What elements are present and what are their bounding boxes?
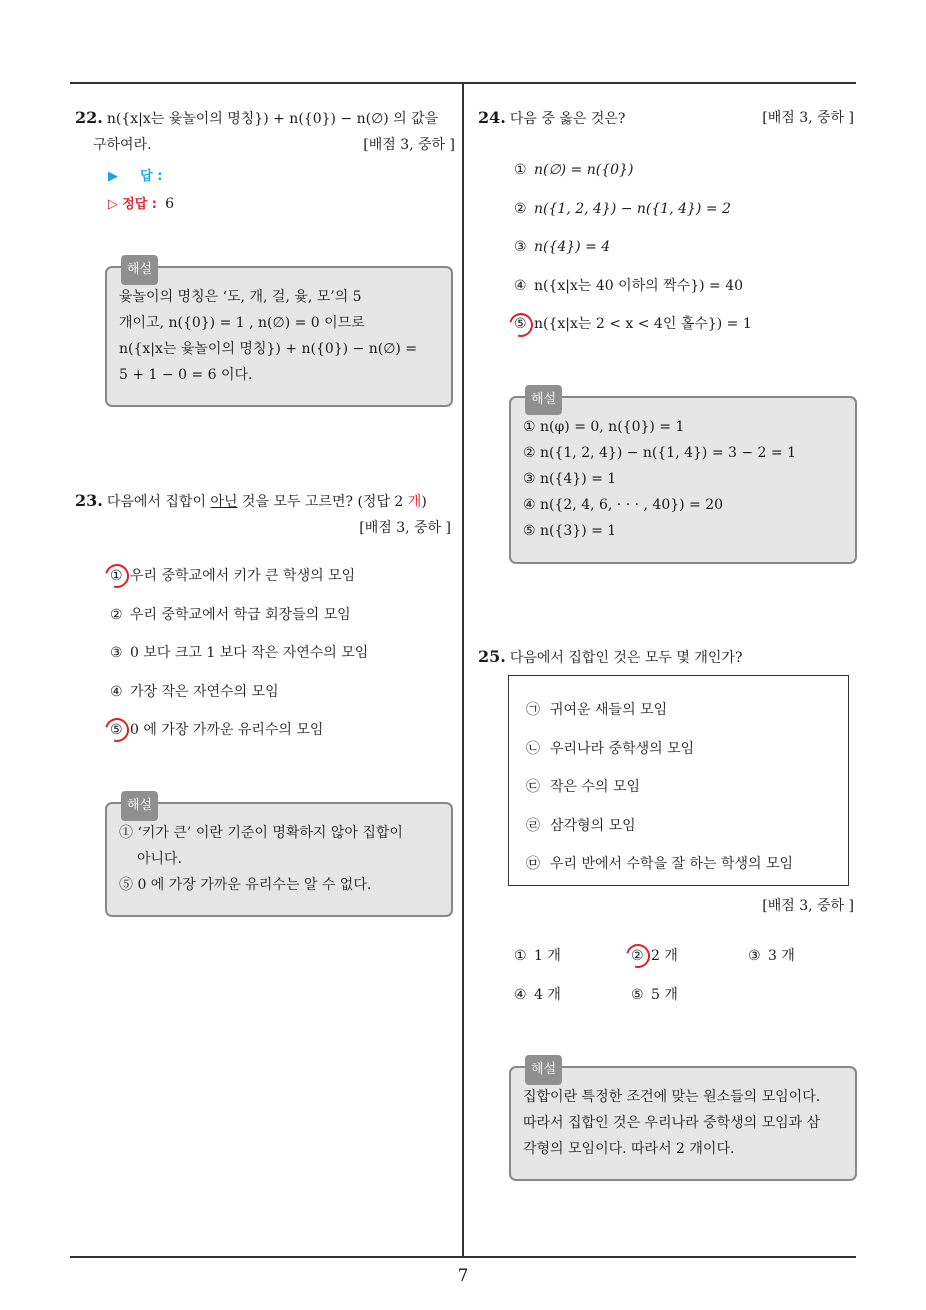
option-number: ② bbox=[631, 948, 644, 964]
question-text-suffix: 것을 모두 고르면? (정답 2 bbox=[237, 494, 408, 510]
answer-label: 답 : bbox=[140, 169, 163, 184]
option-number: ① bbox=[514, 948, 527, 964]
option-5[interactable] bbox=[631, 984, 678, 1004]
question-text-cont: 구하여라. bbox=[93, 137, 152, 153]
solution-tag: 해설 bbox=[525, 1055, 562, 1085]
correct-answer-line bbox=[108, 193, 174, 212]
list-item bbox=[526, 774, 793, 813]
question-text: 다음에서 집합인 것은 모두 몇 개인가? bbox=[509, 650, 743, 666]
list-item-number: ㉢ bbox=[526, 779, 540, 795]
option-number: ② bbox=[110, 606, 123, 623]
option-number: ④ bbox=[514, 987, 527, 1003]
option-1[interactable] bbox=[514, 157, 752, 196]
score-row bbox=[478, 893, 854, 919]
option-number: ⑤ bbox=[631, 987, 644, 1003]
answer-marker: ▶ bbox=[108, 169, 118, 184]
solution-line: ① n(φ) = 0, n({0}) = 1 bbox=[523, 419, 685, 435]
question-number: 23. bbox=[75, 491, 103, 510]
option-number: ⑤ bbox=[514, 316, 527, 332]
option-number: ⑤ bbox=[110, 722, 123, 738]
solution-line: 윷놀이의 명칭은 ‘도, 개, 걸, 윷, 모’의 5 bbox=[119, 289, 362, 305]
list-item bbox=[526, 851, 793, 890]
question-23 bbox=[75, 488, 455, 541]
option-number: ④ bbox=[514, 277, 527, 294]
underlined-word: 아닌 bbox=[210, 494, 238, 510]
list-item-text: 삼각형의 모임 bbox=[550, 817, 636, 834]
option-4[interactable] bbox=[514, 984, 561, 1004]
option-text: n({1, 2, 4}) − n({1, 4}) = 2 bbox=[534, 200, 731, 217]
question-number: 24. bbox=[478, 108, 506, 127]
question-text: n({x|x는 윷놀이의 명칭}) + n({0}) − n(∅) 의 값을 bbox=[106, 111, 439, 127]
solution-box-22 bbox=[105, 262, 453, 407]
question-text: 다음 중 옳은 것은? bbox=[509, 111, 626, 127]
score-label: [배점 3, 중하 ] bbox=[359, 520, 451, 536]
solution-line: ⑤ 0 에 가장 가까운 유리수는 알 수 없다. bbox=[119, 877, 372, 893]
score-label: [배점 3, 중하 ] bbox=[762, 110, 854, 126]
list-item-text: 귀여운 새들의 모임 bbox=[550, 702, 668, 718]
solution-line: 5 + 1 − 0 = 6 이다. bbox=[119, 367, 253, 383]
option-text: n({x|x는 40 이하의 짝수}) = 40 bbox=[534, 277, 744, 294]
option-4[interactable] bbox=[110, 679, 368, 718]
options-24 bbox=[514, 157, 752, 350]
list-item-number: ㉤ bbox=[526, 856, 540, 872]
option-5[interactable] bbox=[110, 717, 368, 756]
list-item-text: 우리나라 중학생의 모임 bbox=[550, 740, 695, 757]
solution-line: ② n({1, 2, 4}) − n({1, 4}) = 3 − 2 = 1 bbox=[523, 445, 796, 461]
list-item bbox=[526, 736, 793, 775]
option-text: 5 개 bbox=[651, 987, 678, 1003]
solution-line: 각형의 모임이다. 따라서 2 개이다. bbox=[523, 1141, 735, 1157]
solution-line: ③ n({4}) = 1 bbox=[523, 471, 617, 487]
list-item bbox=[526, 697, 793, 736]
option-text: 우리 중학교에서 키가 큰 학생의 모임 bbox=[130, 568, 356, 584]
option-4[interactable] bbox=[514, 273, 752, 312]
option-2[interactable] bbox=[514, 196, 752, 235]
solution-line: ⑤ n({3}) = 1 bbox=[523, 523, 617, 539]
question-number: 22. bbox=[75, 108, 103, 127]
option-3[interactable] bbox=[514, 234, 752, 273]
options-23 bbox=[110, 563, 368, 756]
option-number: ① bbox=[110, 568, 123, 584]
solution-box-24 bbox=[509, 392, 857, 564]
question-text-close: ) bbox=[421, 494, 427, 510]
list-item-number: ㉡ bbox=[526, 740, 540, 757]
red-word: 개 bbox=[407, 494, 422, 510]
solution-line: n({x|x는 윷놀이의 명칭}) + n({0}) − n(∅) = bbox=[119, 341, 418, 357]
question-22 bbox=[75, 105, 455, 158]
solution-line: ① ‘키가 큰’ 이란 기준이 명확하지 않아 집합이 bbox=[119, 825, 403, 841]
option-text: 0 보다 크고 1 보다 작은 자연수의 모임 bbox=[130, 645, 369, 661]
option-3[interactable] bbox=[748, 945, 795, 965]
option-text: n({4}) = 4 bbox=[534, 239, 611, 255]
option-number: ③ bbox=[748, 948, 761, 964]
score-label: [배점 3, 중하 ] bbox=[363, 137, 455, 153]
option-text: 0 에 가장 가까운 유리수의 모임 bbox=[130, 722, 324, 738]
question-25 bbox=[478, 644, 854, 671]
option-number: ③ bbox=[514, 239, 527, 255]
option-text: 3 개 bbox=[768, 948, 795, 964]
option-1[interactable] bbox=[110, 563, 368, 602]
page-number: 7 bbox=[457, 1266, 469, 1286]
solution-line: 개이고, n({0}) = 1 , n(∅) = 0 이므로 bbox=[119, 315, 365, 331]
list-item-text: 작은 수의 모임 bbox=[550, 779, 641, 795]
question-text: 다음에서 집합이 bbox=[106, 494, 211, 510]
option-number: ③ bbox=[110, 645, 123, 661]
option-number: ① bbox=[514, 162, 527, 178]
list-item-number: ㉣ bbox=[526, 817, 540, 834]
correct-value: 6 bbox=[165, 196, 175, 212]
correct-marker: ▷ bbox=[108, 197, 118, 212]
option-text: 4 개 bbox=[534, 987, 561, 1003]
bottom-rule bbox=[70, 1256, 856, 1258]
solution-box-25 bbox=[509, 1062, 857, 1181]
solution-tag: 해설 bbox=[525, 385, 562, 415]
column-divider bbox=[462, 83, 464, 1256]
option-text: 1 개 bbox=[534, 948, 561, 964]
option-5[interactable] bbox=[514, 311, 752, 350]
score-label: [배점 3, 중하 ] bbox=[762, 898, 854, 914]
list-item-number: ㉠ bbox=[526, 702, 540, 718]
correct-label: 정답 : bbox=[122, 197, 157, 212]
option-text: 가장 작은 자연수의 모임 bbox=[130, 683, 279, 700]
condition-list bbox=[526, 697, 793, 890]
option-3[interactable] bbox=[110, 640, 368, 679]
option-number: ④ bbox=[110, 683, 123, 700]
solution-line: ④ n({2, 4, 6, · · · , 40}) = 20 bbox=[523, 497, 724, 513]
solution-box-23 bbox=[105, 798, 453, 917]
option-text: n(∅) = n({0}) bbox=[534, 162, 634, 178]
option-number: ② bbox=[514, 200, 527, 217]
solution-line: 따라서 집합인 것은 우리나라 중학생의 모임과 삼 bbox=[523, 1115, 821, 1131]
option-text: 2 개 bbox=[651, 948, 678, 964]
option-text: 우리 중학교에서 학급 회장들의 모임 bbox=[130, 606, 351, 623]
option-text: n({x|x는 2 < x < 4인 홀수}) = 1 bbox=[534, 316, 752, 332]
list-item-text: 우리 반에서 수학을 잘 하는 학생의 모임 bbox=[550, 856, 794, 872]
option-1[interactable] bbox=[514, 945, 561, 965]
solution-line: 아니다. bbox=[137, 851, 183, 867]
question-number: 25. bbox=[478, 647, 506, 666]
option-2[interactable] bbox=[110, 602, 368, 641]
question-24 bbox=[478, 105, 854, 132]
answer-line bbox=[108, 165, 162, 184]
solution-tag: 해설 bbox=[121, 791, 158, 821]
solution-tag: 해설 bbox=[121, 255, 158, 285]
list-item bbox=[526, 813, 793, 852]
solution-line: 집합이란 특정한 조건에 맞는 원소들의 모임이다. bbox=[523, 1089, 821, 1105]
